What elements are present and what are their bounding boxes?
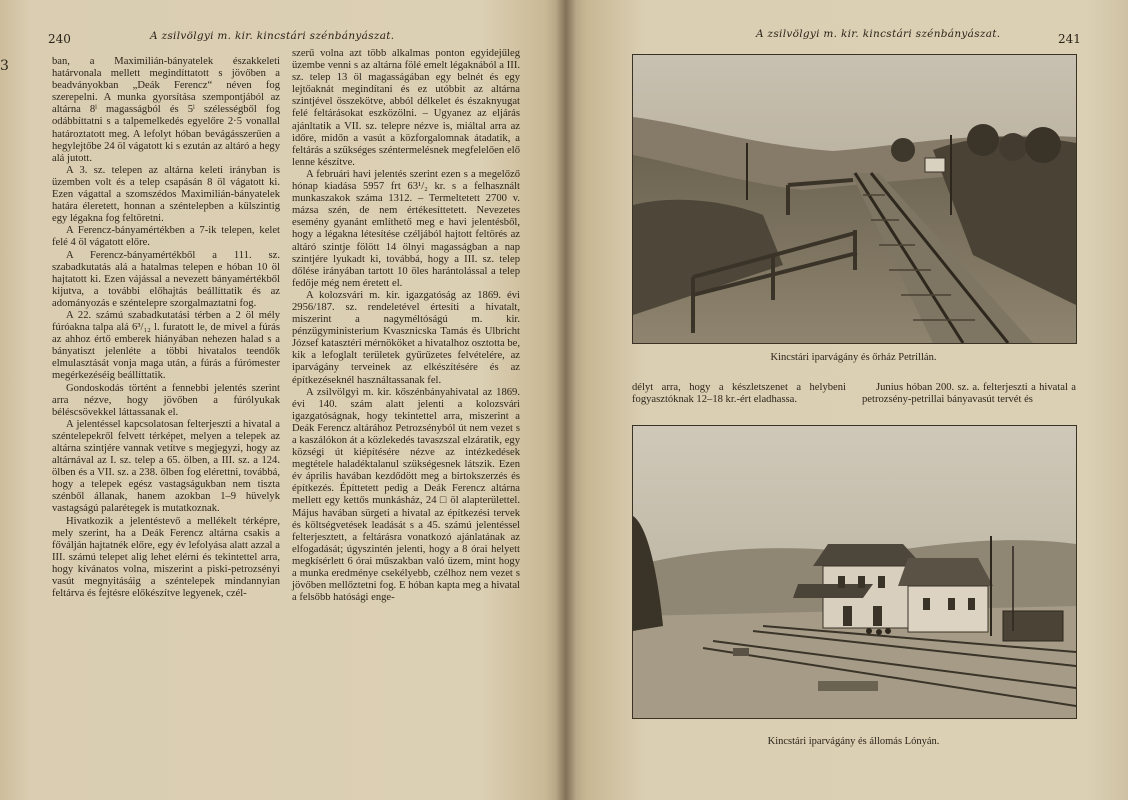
paragraph: A zsilvölgyi m. kir. kőszénbányahivatal az 1869. évi 140. szám alatt jelenti a kolozsvári igazgatóságnak, hogy tekintettel arra, miszerint a Deák Ferencz altárához Petrozsényból út nem vezet s a kaszálókon át a közlekedés tavaszszal elzáratik, egy községi út kiépítésére nézve az intézkedések megtétele haladéktalanul szükségesnek látszik. Ezen év április havában kezdődött meg a birtokszerzés és építkezés. Építtetett pedig a Deák Ferencz altárna mellett egy kettős munkásház, 24 □ öl alapterülettel. Május havában sürgeti a hivatal az építkezési tervek és költségvetések leadását s a 45. számú jelentéssel felterjesztett, a feltárásra vonatkozó ajánlatának az elfogadását; úgyszintén jelenti, hogy a 8 órai helyett megkísérlett 6 órai műszakban való üzem, mint hogy a munka eredménye csekélyebb, czélhoz nem vezet s jövőben mellőztetni fog. E hóban kapta meg a hivatal a felsőbb hatósági enge- [292,386,520,604]
running-header-left: A zsilvölgyi m. kir. kincstári szénbányászat. [150,30,395,42]
caption-top-photo: Kincstári iparvágány és őrház Petrillán. [770,352,937,363]
right-page [566,0,1128,800]
paragraph: A 22. számú szabadkutatási térben a 2 öl mély fúróakna talpa alá 6³/₁₂ l. furatott le, de mivel a fúrás az ahhoz értő emberek hiányában nehezen halad s a bányatiszt jelenléte a többi hivatalos teendők elmulasztását vonja maga után, a fúrás a fúrómester megérkezéséig beállíttatik. [52,309,280,382]
page-number-right: 241 [1058,32,1081,46]
paragraph: A 3. sz. telepen az altárna keleti irányban is üzemben volt és a telep csapásán 8 öl vágatott ki. Ezen vágattal a szomszédos Maximilián-bányatelek határa éleretett, honnan a széntelepben a külszintig egy légakna fog feltöretni. [52,164,280,225]
page-number-left: 240 [48,32,71,46]
right-mid-right-text [862,382,1076,406]
paragraph: A Ferencz-bányamértékből a 111. sz. szabadkutatás alá a hatalmas telepen e hóban 10 öl hajtatott ki. Ezen vájással a nevezett bányamértékből kijutva, a további előhajtás beállíttatik és az adományozás e széntelepre szorgalmaztatni fog. [52,249,280,309]
paragraph: Hivatkozik a jelentéstevő a mellékelt térképre, mely szerint, ha a Deák Ferencz altárna csakis a főválján hajtatnék előre, egy év lefolyása alatt azzal a III. számú telepet alig lehet elérni és tekintettel arra, hogy kívánatos volna, miszerint a piski-petrozsényi vasút megnyitásáig a széntelepek mindannyian feltárva és fejtésre előkészítve legyenek, czél- [52,515,280,600]
right-mid-left-text [632,382,846,406]
left-column-2 [292,48,520,604]
book-gutter [556,0,576,800]
paragraph: A Ferencz-bányamértékben a 7-ik telepen, kelet felé 4 öl vágatott előre. [52,225,280,249]
paragraph: ban, a Maximilián-bányatelek északkeleti határvonala mellett megindíttatott s jövőben a beadványokban „Deák Ferencz“ néven fog szerepelni. A munka gyorsítása szempontjából az altárna 8ˡ magasságból és 5ˡ szélességből fog odábbíttatni s a talpemelkedés egyelőre 2·5 vonallal határoztatott meg. A lefolyt hóban bevágásszerűen a hegylejtőbe 24 öl vágatott ki s ezután az altáró a hegy alá jutott. [52,56,280,164]
right-mid-left-paragraph: délyt arra, hogy a készletszenet a helybeni fogyasztóknak 12–18 kr.-ért eladhassa. [632,382,846,406]
right-mid-right-paragraph: Junius hóban 200. sz. a. felterjeszti a hivatal a petrozsény-petrillai bányavasút tervét és [862,382,1076,406]
left-column-1 [52,56,280,600]
paragraph: A jelentéssel kapcsolatosan felterjeszti a hivatal a széntelepekről felvett térképet, melyen a telepek az altárna szintjére vannak vetítve s megjegyzi, hogy az altárnával az I. sz. telep a 65. ölben, a III. sz. a 124. ölben és a VII. sz. a 238. ölben fog elérettni, továbbá, hogy a telepek egész vastagságukban nem tiszta szénből állanak, hanem azokban 1–9 hüvelyk vastagságú palarétegek is mutatkoznak. [52,418,280,515]
paragraph: A februári havi jelentés szerint ezen s a megelőző hónap kiadása 5957 frt 63¹/₂ kr. s a felhasznált munkaszakok száma 1312. – Termeltetett 2700 v. mázsa szén, de nem értékesíttetett. Nevezetes esemény gyanánt említhető meg e havi jelentésből, hogy a légakna létesítése czéljából hajtott feltörés az altáró szintje fölött 14 ölnyi magasságban a nap szintjére lyukadt ki, továbbá, hogy a III. sz. telep dőlése irányában tartott 10 öles harántolással a telep fedője még nem éretett el. [292,168,520,289]
railway-track-image [633,55,1076,343]
margin-mark: 3 [0,58,9,74]
paragraph: Gondoskodás történt a fennebbi jelentés szerint arra nézve, hogy jövőben a fúrólyukak béléscsövekkel láttassanak el. [52,382,280,418]
paragraph: A kolozsvári m. kir. igazgatóság az 1869. évi 2956/187. sz. rendeletével értesíti a hivatalt, miszerint a nagyméltóságú m. kir. pénzügyministerium Kvasznicska Tamás és Ulbricht József katasztéri mérnököket a hivatalhoz osztotta be, kik a lefoglalt területek gyűrűzetes felvételére, az iparvágány terveinek az elkészítésére és az építkezéseknél használtassanak fel. [292,289,520,386]
photo-railway-petrilla [632,54,1077,344]
station-building-image [633,426,1076,718]
running-header-right: A zsilvölgyi m. kir. kincstári szénbányászat. [756,28,1001,40]
caption-bottom-photo: Kincstári iparvágány és állomás Lónyán. [767,736,940,747]
photo-station-lonya [632,425,1077,719]
paragraph: szerű volna azt több alkalmas ponton egyidejűleg üzembe venni s az altárna fölé emelt légaknából a III. sz. telep 13 öl magasságában egy belnét és egy lejtőaknát megindítani és ez utóbbit az altárna szintjével összekötve, abból délkelet és északnyugat felé feltárásokat eszközölni. – Ugyanez az eljárás ajánltatik a VII. sz. telepre nézve is, miáltal arra az időre, midőn a vasút a közforgalomnak átadatik, a feltárás a szükséges széntermelésnek megfelelően elő lenne készítve. [292,48,520,168]
